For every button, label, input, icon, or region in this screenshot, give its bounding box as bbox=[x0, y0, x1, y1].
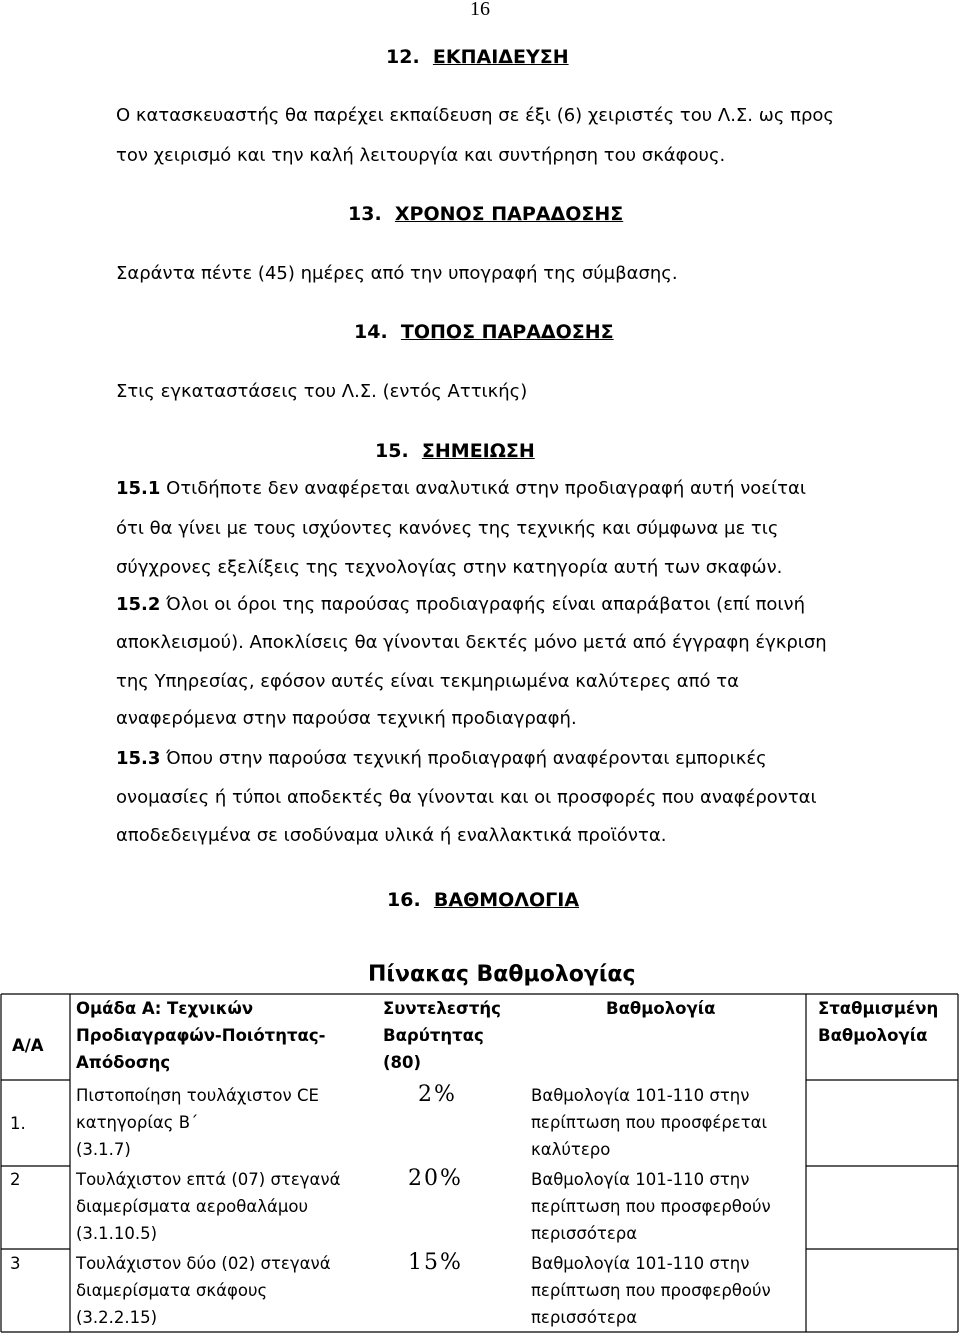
row-1-weight: 2% bbox=[418, 1082, 457, 1107]
row-2-score bbox=[531, 1166, 771, 1247]
row-2-weight: 20% bbox=[408, 1166, 463, 1191]
cell-text: Βαθμολογία 101-110 στην bbox=[531, 1170, 750, 1189]
cell-text: 1. bbox=[10, 1114, 26, 1133]
header-text: Προδιαγραφών-Ποιότητας- bbox=[76, 1026, 326, 1045]
row-2-aa bbox=[10, 1166, 21, 1193]
cell-text: περισσότερα bbox=[531, 1308, 638, 1327]
row-3-weight: 15% bbox=[408, 1250, 463, 1275]
note-15-2-line-3: της Υπηρεσίας, εφόσον αυτές είναι τεκμηριωμένα καλύτερες από τα bbox=[116, 671, 739, 692]
section-number: 12. bbox=[386, 46, 420, 68]
section-12-line-1: Ο κατασκευαστής θα παρέχει εκπαίδευση σε έξι (6) χειριστές του Λ.Σ. ως προς bbox=[116, 105, 834, 126]
header-aa bbox=[12, 1032, 44, 1059]
cell-text: διαμερίσματα σκάφους bbox=[76, 1281, 268, 1300]
header-weighted bbox=[818, 995, 938, 1049]
section-number: 15. bbox=[375, 440, 409, 462]
cell-text: Βαθμολογία 101-110 στην bbox=[531, 1254, 750, 1273]
paragraph-text: Όπου στην παρούσα τεχνική προδιαγραφή αναφέρονται εμπορικές bbox=[166, 748, 767, 769]
cell-text: περίπτωση που προσφέρεται bbox=[531, 1113, 768, 1132]
header-text: Βαθμολογία bbox=[606, 999, 716, 1018]
section-number: 14. bbox=[354, 321, 388, 343]
header-text: Συντελεστής bbox=[383, 999, 501, 1018]
section-title: ΧΡΟΝΟΣ ΠΑΡΑΔΟΣΗΣ bbox=[394, 203, 624, 225]
section-title: ΕΚΠΑΙΔΕΥΣΗ bbox=[432, 46, 569, 68]
cell-text: 2 bbox=[10, 1170, 21, 1189]
section-14-line-1: Στις εγκαταστάσεις του Λ.Σ. (εντός Αττικής) bbox=[116, 381, 528, 402]
section-title: ΒΑΘΜΟΛΟΓΙΑ bbox=[433, 889, 580, 911]
section-number: 16. bbox=[387, 889, 421, 911]
row-3-desc bbox=[76, 1250, 331, 1331]
note-15-1-line-2: ότι θα γίνει με τους ισχύοντες κανόνες της τεχνικής και σύμφωνα με τις bbox=[116, 518, 779, 539]
header-text: Ομάδα Α: Τεχνικών bbox=[76, 999, 254, 1018]
section-title: ΤΟΠΟΣ ΠΑΡΑΔΟΣΗΣ bbox=[400, 321, 614, 343]
section-title: ΣΗΜΕΙΩΣΗ bbox=[421, 440, 535, 462]
cell-text: περίπτωση που προσφερθούν bbox=[531, 1281, 771, 1300]
paragraph-number: 15.2 bbox=[116, 594, 161, 615]
cell-text: Πιστοποίηση τουλάχιστον CE bbox=[76, 1086, 319, 1105]
paragraph-text: Όλοι οι όροι της παρούσας προδιαγραφής είναι απαράβατοι (επί ποινή bbox=[166, 594, 805, 615]
header-text: Βαθμολογία bbox=[818, 1026, 928, 1045]
cell-text: Τουλάχιστον επτά (07) στεγανά bbox=[76, 1170, 341, 1189]
cell-text: (3.1.7) bbox=[76, 1140, 131, 1159]
header-text: (80) bbox=[383, 1053, 422, 1072]
cell-text: καλύτερο bbox=[531, 1140, 611, 1159]
header-group bbox=[76, 995, 325, 1076]
table-title: Πίνακας Βαθμολογίας bbox=[368, 962, 636, 987]
paragraph-number: 15.3 bbox=[116, 748, 161, 769]
cell-text: Βαθμολογία 101-110 στην bbox=[531, 1086, 750, 1105]
header-text: Βαρύτητας bbox=[383, 1026, 484, 1045]
note-15-2-line-2: αποκλεισμού). Αποκλίσεις θα γίνονται δεκτές μόνο μετά από έγγραφη έγκριση bbox=[116, 632, 827, 653]
note-15-1-line-3: σύγχρονες εξελίξεις της τεχνολογίας στην κατηγορία αυτή των σκαφών. bbox=[116, 557, 783, 578]
note-15-3-line-2: ονομασίες ή τύποι αποδεκτές θα γίνονται και οι προσφορές που αναφέρονται bbox=[116, 787, 817, 808]
cell-text: περίπτωση που προσφερθούν bbox=[531, 1197, 771, 1216]
cell-text: κατηγορίας Β΄ bbox=[76, 1113, 199, 1132]
row-1-score bbox=[531, 1082, 767, 1163]
cell-text: διαμερίσματα αεροθαλάμου bbox=[76, 1197, 309, 1216]
cell-text: (3.1.10.5) bbox=[76, 1224, 158, 1243]
note-15-2-line-4: αναφερόμενα στην παρούσα τεχνική προδιαγραφή. bbox=[116, 708, 577, 729]
cell-text: (3.2.2.15) bbox=[76, 1308, 158, 1327]
row-1-desc bbox=[76, 1082, 319, 1163]
paragraph-text: Οτιδήποτε δεν αναφέρεται αναλυτικά στην προδιαγραφή αυτή νοείται bbox=[166, 478, 806, 499]
section-12-line-2: τον χειρισμό και την καλή λειτουργία και συντήρηση του σκάφους. bbox=[116, 145, 726, 166]
paragraph-number: 15.1 bbox=[116, 478, 161, 499]
row-2-desc bbox=[76, 1166, 341, 1247]
header-text: Α/Α bbox=[12, 1036, 44, 1055]
header-text: Απόδοσης bbox=[76, 1053, 171, 1072]
page-number: 16 bbox=[470, 0, 490, 20]
cell-text: Τουλάχιστον δύο (02) στεγανά bbox=[76, 1254, 331, 1273]
row-3-aa bbox=[10, 1250, 21, 1277]
section-number: 13. bbox=[348, 203, 382, 225]
header-text: Σταθμισμένη bbox=[818, 999, 939, 1018]
cell-text: περισσότερα bbox=[531, 1224, 638, 1243]
header-weight bbox=[383, 995, 501, 1076]
cell-text: 3 bbox=[10, 1254, 21, 1273]
section-13-line-1: Σαράντα πέντε (45) ημέρες από την υπογραφή της σύμβασης. bbox=[116, 263, 678, 284]
note-15-3-line-3: αποδεδειγμένα σε ισοδύναμα υλικά ή εναλλακτικά προϊόντα. bbox=[116, 825, 667, 846]
header-score bbox=[606, 995, 716, 1022]
row-1-aa bbox=[10, 1110, 26, 1137]
row-3-score bbox=[531, 1250, 771, 1331]
